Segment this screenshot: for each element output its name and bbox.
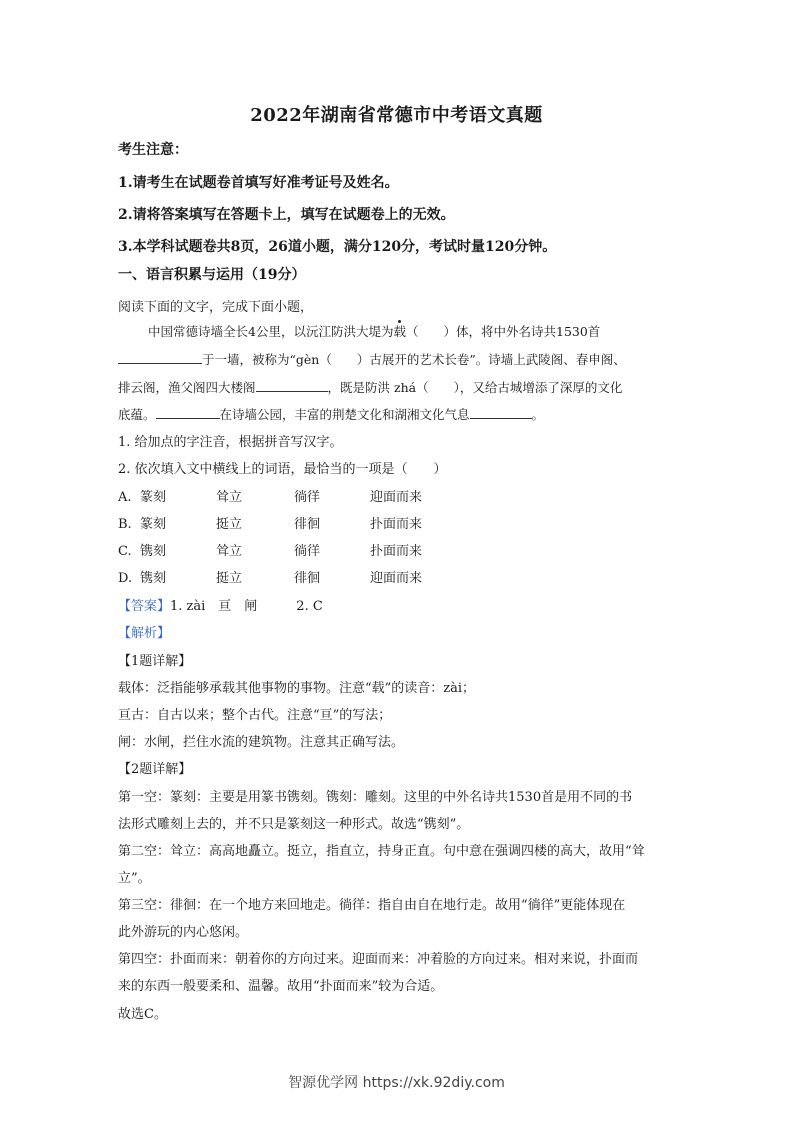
answer-tag: 【答案】 [118,599,171,614]
detail-2-line: 故选C。 [118,1007,167,1022]
option-word-2: 耸立 [216,544,243,559]
page-title: 2022年湖南省常德市中考语文真题 [250,105,543,126]
option-word-2: 挺立 [216,517,243,532]
option-word-4: 迎面而来 [370,571,423,586]
answer-text: 1. zài 亘 闸 2. C [170,599,323,614]
passage-text: 。 [531,407,545,422]
answer-line [118,595,323,614]
footer-watermark: 智源优学网 https://xk.92diy.com [288,1075,505,1091]
detail-1-line: 亘古：自古以来；整个古代。注意“亘”的写法； [118,708,392,723]
option-word-4: 扑面而来 [370,517,423,532]
option-word-1: 镌刻 [140,571,167,586]
detail-2-line: 法形式雕刻上去的，并不只是篆刻这一种形式。故选“镌刻”。 [118,817,470,832]
passage-text: ，既是防洪 zhá（ ），又给古城增添了深厚的文化 [327,380,623,395]
passage-line-1 [148,322,600,340]
detail-2-heading: 【2题详解】 [118,762,192,777]
dotted-char: 载 [393,324,406,339]
detail-2-line: 第四空：扑面而来：朝着你的方向过来。迎面而来：冲着脸的方向过来。相对来说，扑面而 [118,952,639,967]
option-word-1: 篆刻 [140,517,167,532]
detail-2-line: 来的东西一般要柔和、温馨。故用“扑面而来”较为合适。 [118,979,444,994]
detail-1-heading: 【1题详解】 [118,654,192,669]
notice-item-3: 3.本学科试题卷共8页，26道小题，满分120分，考试时量120分钟。 [118,239,557,255]
passage-text: 底蕴。 [118,407,156,422]
notice-item-2: 2.请将答案填写在答题卡上，填写在试题卷上的无效。 [118,207,455,223]
passage-text: 在诗墙公园，丰富的荆楚文化和湖湘文化气息 [219,407,470,422]
option-b[interactable] [118,513,422,532]
analysis-tag: 【解析】 [118,626,171,641]
passage-text: （ ）体，将中外名诗共1530首 [405,324,601,339]
notice-item-1: 1.请考生在试题卷首填写好准考证号及姓名。 [118,175,399,191]
option-word-1: 镌刻 [140,544,167,559]
option-word-4: 扑面而来 [370,544,423,559]
detail-2-line: 第一空：篆刻：主要是用篆书镌刻。镌刻：雕刻。这里的中外名诗共1530首是用不同的书 [118,790,633,805]
fill-blank-1[interactable] [118,351,202,364]
detail-1-line: 闸：水闸，拦住水流的建筑物。注意其正确写法。 [118,735,405,750]
option-label: A. [118,490,132,505]
detail-2-line: 第三空：徘徊：在一个地方来回地走。徜徉：指自由自在地行走。故用“徜徉”更能体现在 [118,898,626,913]
detail-2-line: 此外游玩的内心悠闲。 [118,925,249,940]
passage-line-2 [118,350,626,368]
question-1: 1. 给加点的字注音，根据拼音写汉字。 [118,435,343,450]
option-word-2: 挺立 [216,571,243,586]
passage-line-4 [118,405,544,423]
option-label: D. [118,571,133,586]
option-label: C. [118,544,132,559]
passage-line-3 [118,378,622,396]
detail-1-line: 载体：泛指能够承载其他事物的事物。注意“载”的读音：zài； [118,681,476,696]
fill-blank-3[interactable] [156,406,220,419]
option-word-3: 徘徊 [294,517,321,532]
passage-text: 于一墙，被称为“gèn（ ）古展开的艺术长卷”。诗墙上武陵阁、春申阁、 [202,352,626,367]
option-word-2: 耸立 [216,490,243,505]
passage-text: 中国常德诗墙全长4公里，以沅江防洪大堤为 [148,324,394,339]
passage-text: 排云阁，渔父阁四大楼阁 [118,380,256,395]
option-word-3: 徜徉 [294,544,321,559]
reading-instruction: 阅读下面的文字，完成下面小题， [118,300,314,315]
option-word-3: 徜徉 [294,490,321,505]
section-heading: 一、语言积累与运用（19分） [118,267,306,283]
detail-2-line: 立”。 [118,871,151,886]
fill-blank-2[interactable] [256,379,328,392]
option-word-1: 篆刻 [140,490,167,505]
option-word-4: 迎面而来 [370,490,423,505]
detail-2-line: 第二空：耸立：高高地矗立。挺立，指直立，持身正直。句中意在强调四楼的高大，故用“耸 [118,844,645,859]
option-d[interactable] [118,567,422,586]
option-word-3: 徘徊 [294,571,321,586]
option-label: B. [118,517,132,532]
question-2: 2. 依次填入文中横线上的词语，最恰当的一项是（ ） [118,462,447,477]
option-c[interactable] [118,540,422,559]
option-a[interactable] [118,486,422,505]
fill-blank-4[interactable] [470,406,532,419]
notice-heading: 考生注意： [118,142,188,158]
